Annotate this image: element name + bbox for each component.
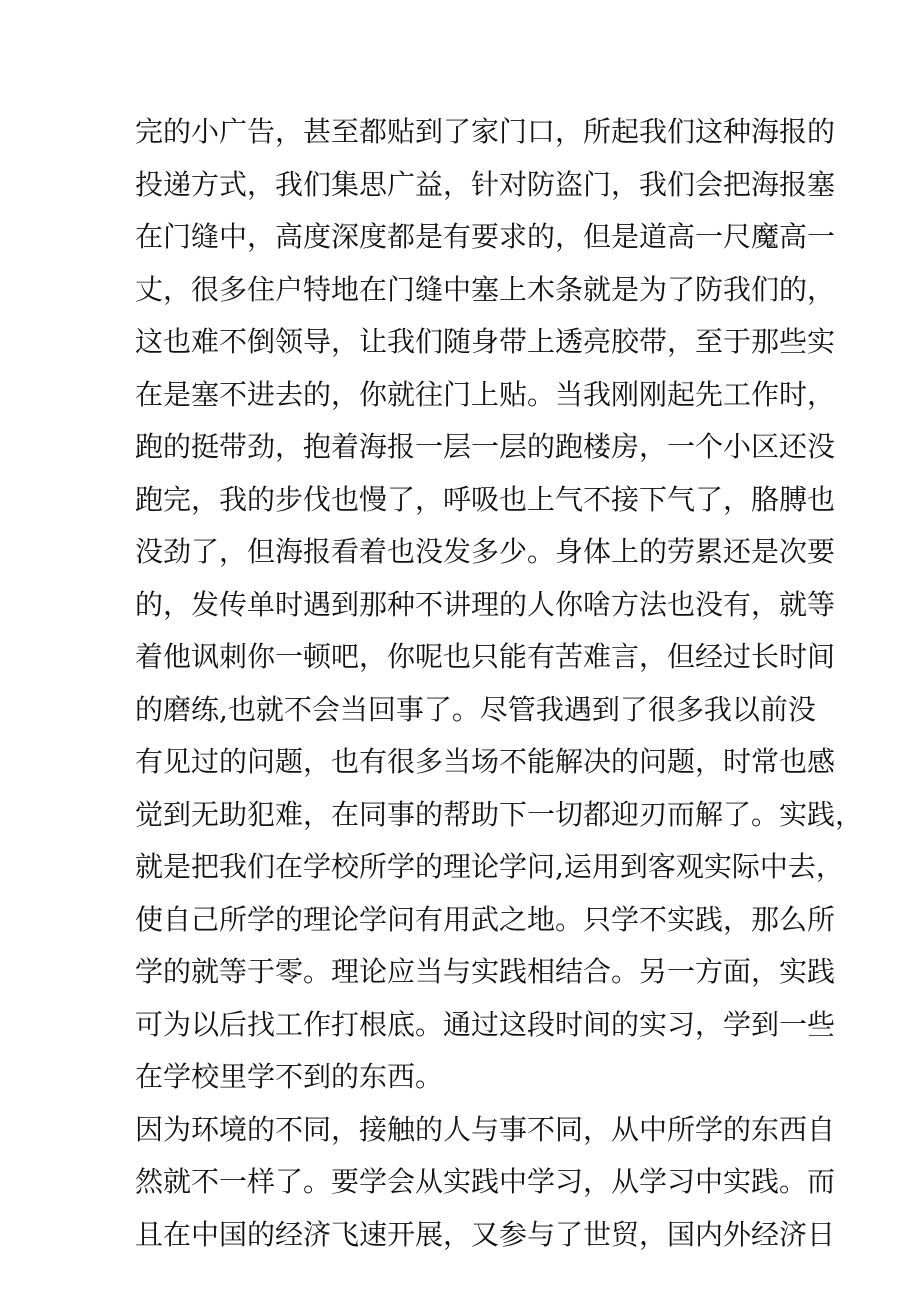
text-line: 学的就等于零。理论应当与实践相结合。另一方面，实践 bbox=[135, 955, 836, 988]
text-line: 然就不一样了。要学会从实践中学习，从学习中实践。而 bbox=[135, 1165, 836, 1198]
text-line: 在门缝中，高度深度都是有要求的，但是道高一尺魔高一 bbox=[135, 220, 836, 253]
text-line: 因为环境的不同，接触的人与事不同，从中所学的东西自 bbox=[135, 1112, 836, 1146]
text-line: 没劲了，但海报看着也没发多少。身体上的劳累还是次要 bbox=[135, 535, 836, 568]
text-line: 完的小广告，甚至都贴到了家门口，所起我们这种海报的 bbox=[135, 115, 836, 148]
text-line: 就是把我们在学校所学的理论学问,运用到客观实际中去， bbox=[135, 850, 844, 883]
text-line: 可为以后找工作打根底。通过这段时间的实习，学到一些 bbox=[135, 1007, 836, 1041]
text-line: 跑完，我的步伐也慢了，呼吸也上气不接下气了，胳膊也 bbox=[135, 482, 836, 516]
text-line: 的，发传单时遇到那种不讲理的人你啥方法也没有，就等 bbox=[135, 587, 836, 621]
text-line: 这也难不倒领导，让我们随身带上透亮胶带，至于那些实 bbox=[135, 325, 836, 358]
text-line: 在是塞不进去的，你就往门上贴。当我刚刚起先工作时， bbox=[135, 377, 836, 411]
text-line: 着他讽刺你一顿吧，你呢也只能有苦难言，但经过长时间 bbox=[135, 640, 836, 673]
text-line: 的磨练,也就不会当回事了。尽管我遇到了很多我以前没 bbox=[135, 692, 816, 726]
text-line: 丈，很多住户特地在门缝中塞上木条就是为了防我们的， bbox=[135, 272, 836, 306]
text-line: 投递方式，我们集思广益，针对防盗门，我们会把海报塞 bbox=[135, 167, 836, 201]
body-text bbox=[135, 106, 864, 1261]
text-line: 跑的挺带劲，抱着海报一层一层的跑楼房，一个小区还没 bbox=[135, 430, 836, 463]
text-line: 有见过的问题，也有很多当场不能解决的问题，时常也感 bbox=[135, 745, 836, 778]
text-line: 在学校里学不到的东西。 bbox=[135, 1060, 444, 1093]
text-line: 使自己所学的理论学问有用武之地。只学不实践，那么所 bbox=[135, 902, 836, 936]
text-line: 且在中国的经济飞速开展，又参与了世贸，国内外经济日 bbox=[135, 1217, 836, 1251]
text-line: 觉到无助犯难，在同事的帮助下一切都迎刃而解了。实践， bbox=[135, 797, 864, 831]
